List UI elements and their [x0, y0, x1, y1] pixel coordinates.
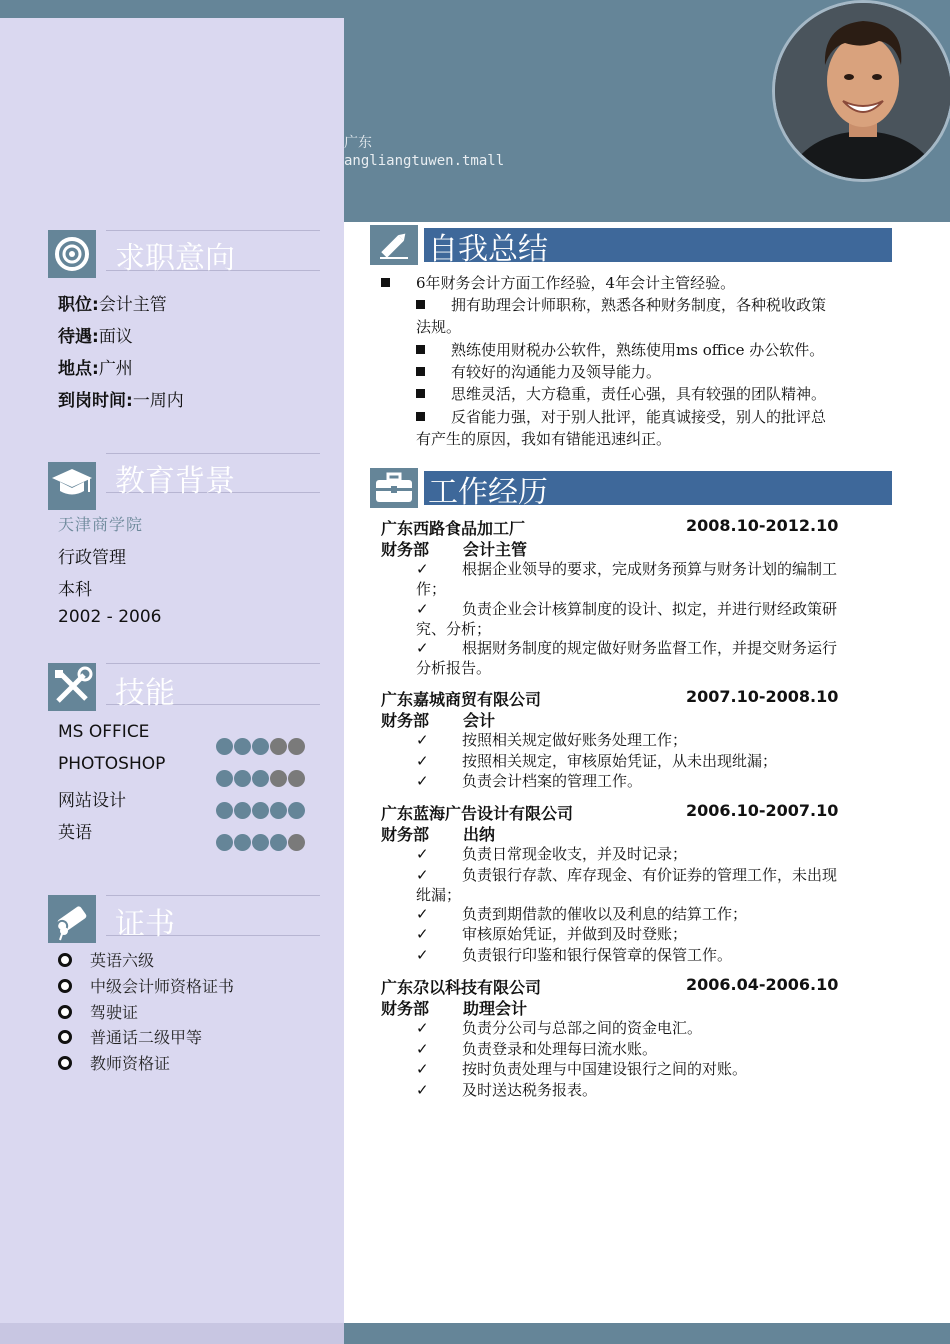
contact-location: 广东 [344, 135, 372, 151]
intent-row [58, 322, 133, 347]
intent-value: 广州 [98, 359, 133, 379]
skill-dot-empty [288, 834, 305, 851]
checkmark-icon: ✓ [416, 905, 429, 923]
skill-dot-filled [234, 802, 251, 819]
job-duty: ✓ 负责银行印鉴和银行保管章的保管工作。 [416, 946, 733, 964]
job-duty: ✓ 按时负责处理与中国建设银行之间的对账。 [416, 1060, 748, 1078]
cert-item [58, 1000, 138, 1023]
school-name: 天津商学院 [58, 515, 144, 534]
skill-rating [216, 770, 305, 788]
checkmark-icon: ✓ [416, 560, 429, 578]
intent-value: 会计主管 [98, 295, 167, 315]
summary-line: 反省能力强，对于别人批评，能真诚接受，别人的批评总 [416, 406, 826, 428]
skill-rating [216, 834, 305, 852]
job-dept: 财务部 [381, 540, 430, 559]
skill-dot-filled [216, 770, 233, 787]
job-duty: 作； [416, 580, 447, 598]
skill-name: 网站设计 [58, 791, 126, 811]
job-position: 助理会计 [463, 999, 528, 1018]
intent-row [58, 386, 184, 411]
divider [106, 453, 320, 454]
summary-line: 熟练使用财税办公软件，熟练使用ms office 办公软件。 [416, 339, 824, 361]
avatar [772, 0, 950, 182]
job-duty: ✓ 负责银行存款、库存现金、有价证券的管理工作，未出现 [416, 866, 838, 884]
skill-dot-filled [234, 770, 251, 787]
summary-line: 6年财务会计方面工作经验，4年会计主管经验。 [381, 272, 735, 294]
job-position: 会计主管 [463, 540, 528, 559]
checkmark-icon: ✓ [416, 1040, 429, 1058]
job-duty: ✓ 根据企业领导的要求，完成财务预算与财务计划的编制工 [416, 560, 838, 578]
job-role [381, 996, 527, 1019]
skill-dot-empty [270, 770, 287, 787]
intent-value: 面议 [98, 327, 133, 347]
job-period: 2007.10-2008.10 [686, 687, 839, 706]
job-company: 广东蓝海广告设计有限公司 [381, 804, 574, 823]
bullet-ring-icon [58, 979, 72, 993]
cert-label: 驾驶证 [90, 1003, 139, 1022]
work-header [370, 468, 892, 508]
target-icon [48, 230, 96, 278]
cert-item [58, 948, 154, 971]
job-duty: ✓ 按照相关规定，审核原始凭证，从未出现纰漏； [416, 752, 778, 770]
checkmark-icon: ✓ [416, 600, 429, 618]
job-duty: 究、分析； [416, 620, 492, 638]
bullet-ring-icon [58, 1056, 72, 1070]
bullet-ring-icon [58, 1005, 72, 1019]
skill-dot-filled [216, 802, 233, 819]
divider [106, 663, 320, 664]
contact-website: angliangtuwen.tmall [344, 153, 505, 169]
job-duty: 分析报告。 [416, 659, 492, 677]
divider [106, 230, 320, 231]
section-title-summary: 自我总结 [428, 232, 548, 267]
section-title-skills: 技能 [115, 676, 175, 711]
job-role [381, 708, 495, 731]
skill-dot-filled [252, 770, 269, 787]
job-period: 2006.04-2006.10 [686, 975, 839, 994]
checkmark-icon: ✓ [416, 925, 429, 943]
checkmark-icon: ✓ [416, 731, 429, 749]
square-bullet-icon [416, 412, 425, 421]
summary-line: 有产生的原因，我如有错能迅速纠正。 [416, 430, 672, 448]
checkmark-icon: ✓ [416, 1019, 429, 1037]
summary-line: 拥有助理会计师职称，熟悉各种财务制度，各种税收政策 [416, 294, 826, 316]
skill-name: 英语 [58, 823, 92, 843]
job-duty: ✓ 按照相关规定做好账务处理工作； [416, 731, 688, 749]
job-duty: ✓ 及时送达税务报表。 [416, 1081, 598, 1099]
job-dept: 财务部 [381, 999, 430, 1018]
square-bullet-icon [416, 345, 425, 354]
job-duty: ✓ 负责分公司与总部之间的资金电汇。 [416, 1019, 703, 1037]
skill-dot-filled [234, 834, 251, 851]
footer-band-left [0, 1323, 344, 1344]
section-title-education: 教育背景 [115, 464, 235, 499]
cert-label: 普通话二级甲等 [90, 1028, 203, 1047]
skill-name: PHOTOSHOP [58, 754, 166, 774]
job-duty: ✓ 负责日常现金收支，并及时记录； [416, 845, 688, 863]
pencil-icon [370, 225, 418, 265]
briefcase-icon [370, 468, 418, 508]
job-duty: ✓ 审核原始凭证，并做到及时登账； [416, 925, 688, 943]
skill-dot-filled [252, 802, 269, 819]
intent-row [58, 354, 133, 379]
checkmark-icon: ✓ [416, 772, 429, 790]
job-duty: ✓ 负责登录和处理每曰流水账。 [416, 1040, 658, 1058]
job-duty: 纰漏； [416, 886, 462, 904]
skill-dot-empty [270, 738, 287, 755]
checkmark-icon: ✓ [416, 845, 429, 863]
job-position: 出纳 [463, 825, 496, 844]
intent-label: 职位: [58, 295, 99, 315]
job-duty: ✓ 负责企业会计核算制度的设计、拟定，并进行财经政策研 [416, 600, 838, 618]
section-title-certs: 证书 [115, 907, 175, 942]
graduation-cap-icon [48, 462, 96, 510]
square-bullet-icon [416, 367, 425, 376]
job-company: 广东尕以科技有限公司 [381, 978, 542, 997]
certificate-scroll-icon [48, 895, 96, 943]
checkmark-icon: ✓ [416, 866, 429, 884]
checkmark-icon: ✓ [416, 639, 429, 657]
cert-label: 中级会计师资格证书 [90, 977, 235, 996]
checkmark-icon: ✓ [416, 1060, 429, 1078]
major: 行政管理 [58, 548, 126, 568]
intent-label: 待遇: [58, 327, 99, 347]
divider [106, 895, 320, 896]
skill-dot-filled [216, 834, 233, 851]
bullet-ring-icon [58, 953, 72, 967]
study-years: 2002 - 2006 [58, 607, 162, 627]
job-duty: ✓ 负责会计档案的管理工作。 [416, 772, 643, 790]
summary-header [370, 225, 892, 265]
job-position: 会计 [463, 711, 496, 730]
summary-line: 法规。 [416, 318, 462, 336]
job-company: 广东嘉城商贸有限公司 [381, 690, 542, 709]
skill-rating [216, 738, 305, 756]
job-role [381, 822, 495, 845]
footer-band [0, 1323, 950, 1344]
section-title-intent: 求职意向 [115, 241, 235, 276]
job-duty: ✓ 负责到期借款的催收以及利息的结算工作； [416, 905, 748, 923]
skill-dot-filled [216, 738, 233, 755]
skill-rating [216, 802, 305, 820]
intent-row [58, 290, 167, 315]
skill-name: MS OFFICE [58, 722, 150, 742]
bullet-ring-icon [58, 1030, 72, 1044]
intent-label: 地点: [58, 359, 99, 379]
job-dept: 财务部 [381, 825, 430, 844]
skill-dot-filled [270, 834, 287, 851]
job-period: 2006.10-2007.10 [686, 801, 839, 820]
summary-line: 有较好的沟通能力及领导能力。 [416, 361, 661, 383]
skill-dot-filled [252, 738, 269, 755]
skill-dot-filled [234, 738, 251, 755]
degree: 本科 [58, 580, 92, 600]
tools-icon [48, 663, 96, 711]
job-company: 广东西路食品加工厂 [381, 519, 526, 538]
cert-label: 教师资格证 [90, 1054, 171, 1073]
checkmark-icon: ✓ [416, 752, 429, 770]
job-dept: 财务部 [381, 711, 430, 730]
square-bullet-icon [381, 278, 390, 287]
skill-dot-filled [288, 802, 305, 819]
square-bullet-icon [416, 300, 425, 309]
intent-value: 一周内 [132, 391, 184, 411]
intent-label: 到岗时间: [58, 391, 133, 411]
cert-item [58, 1025, 202, 1048]
cert-item [58, 1051, 170, 1074]
cert-item [58, 974, 234, 997]
section-title-work: 工作经历 [428, 475, 548, 510]
skill-dot-empty [288, 770, 305, 787]
square-bullet-icon [416, 389, 425, 398]
summary-line: 思维灵活，大方稳重，责任心强，具有较强的团队精神。 [416, 383, 826, 405]
skill-dot-empty [288, 738, 305, 755]
job-role [381, 537, 527, 560]
skill-dot-filled [252, 834, 269, 851]
job-period: 2008.10-2012.10 [686, 516, 839, 535]
skill-dot-filled [270, 802, 287, 819]
job-duty: ✓ 根据财务制度的规定做好财务监督工作，并提交财务运行 [416, 639, 838, 657]
checkmark-icon: ✓ [416, 1081, 429, 1099]
cert-label: 英语六级 [90, 951, 155, 970]
checkmark-icon: ✓ [416, 946, 429, 964]
